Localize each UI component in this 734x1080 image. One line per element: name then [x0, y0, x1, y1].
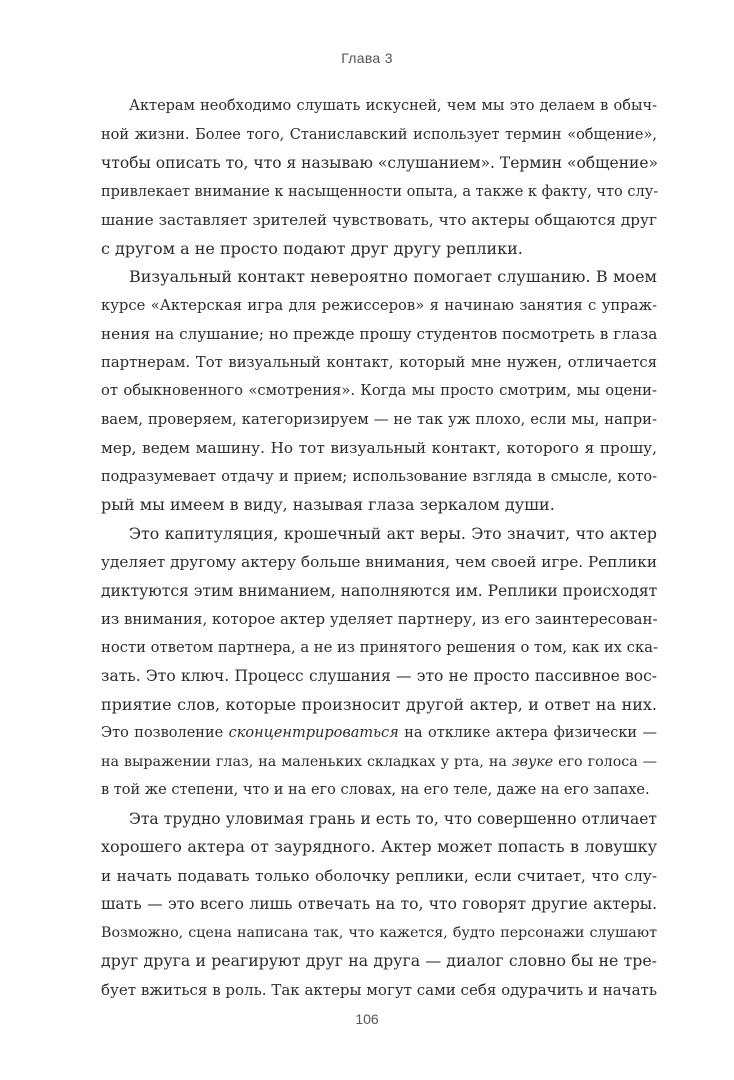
text-segment: Это позволение: [101, 725, 229, 741]
text-line: из внимания, которое актер уделяет партнеру, из его заинтересован-: [101, 610, 658, 628]
paragraph-3: [101, 520, 657, 805]
text-line: мер, ведем машину. Но тот визуальный контакт, которого я прошу,: [101, 439, 657, 457]
text-line: Визуальный контакт невероятно помогает слушанию. В моем: [129, 267, 657, 286]
text-line: чтобы описать то, что я называю «слушанием». Термин «общение»: [101, 154, 659, 172]
text-line: партнерам. Тот визуальный контакт, который мне нужен, отличается: [101, 353, 657, 371]
text-line: приятие слов, которые произносит другой актер, и ответ на них.: [101, 694, 657, 714]
text-line: Возможно, сцена написана так, что кажется, будто персонажи слушают: [101, 924, 657, 941]
body-text: [101, 92, 657, 1004]
text-line: нения на слушание; но прежде прошу студентов посмотреть в глаза: [101, 325, 658, 343]
text-line: от обыкновенного «смотрения». Когда мы просто смотрим, мы оцени-: [101, 382, 657, 399]
text-line: ной жизни. Более того, Станиславский использует термин «общение»,: [101, 126, 657, 143]
text-line: Актерам необходимо слушать искусней, чем мы это делаем в обыч-: [129, 98, 657, 114]
running-head-chapter: Глава 3: [341, 50, 393, 66]
text-line: друг друга и реагируют друг на друга — диалог словно бы не тре-: [101, 951, 657, 970]
text-line: подразумевает отдачу и прием; использование взгляда в смысле, кото-: [101, 468, 657, 485]
text-line: уделяет другому актеру больше внимания, чем своей игре. Реплики: [101, 553, 657, 571]
text-segment: на отклике актера физически —: [398, 725, 657, 741]
text-line: шать — это всего лишь отвечать на то, что говорят другие актеры.: [101, 895, 657, 913]
text-line: шание заставляет зрителей чувствовать, что актеры общаются друг: [101, 211, 657, 229]
text-line: бует вжиться в роль. Так актеры могут сами себя одурачить и начать: [101, 980, 657, 999]
paragraph-2: [101, 263, 657, 520]
text-line: в той же степени, что и на его словах, на его теле, даже на его запахе.: [101, 782, 650, 798]
text-segment: на выражении глаз, на маленьких складках у рта, на: [101, 753, 512, 770]
text-line: и начать подавать только оболочку реплики, если считает, что слу-: [101, 866, 657, 885]
paragraph-4: [101, 805, 657, 1005]
text-line: хорошего актера от заурядного. Актер может попасть в ловушку: [101, 837, 657, 856]
text-line: курсе «Актерская игра для режиссеров» я начинаю занятия с упраж-: [101, 296, 657, 314]
text-line: Эта трудно уловимая грань и есть то, что совершенно отличает: [129, 809, 657, 828]
text-line-with-emphasis: [101, 719, 657, 748]
emphasis-text: сконцентрироваться: [228, 725, 399, 741]
text-line-with-emphasis: [101, 748, 657, 777]
emphasis-text: звуке: [511, 753, 554, 770]
text-line: с другом а не просто подают друг другу реплики.: [101, 238, 523, 258]
text-line: диктуются этим вниманием, наполняются им. Реплики происходят: [101, 581, 658, 600]
text-line: рый мы имеем в виду, называя глаза зеркалом души.: [101, 495, 555, 514]
text-line: привлекает внимание к насыщенности опыта, а также к факту, что слу-: [101, 183, 659, 200]
text-line: ности ответом партнера, а не из принятого решения о том, как их ска-: [101, 638, 658, 656]
text-line: ваем, проверяем, категоризируем — не так уж плохо, если мы, напри-: [101, 410, 657, 428]
paragraph-1: [101, 92, 657, 263]
page-number: 106: [355, 1011, 379, 1027]
text-line: зать. Это ключ. Процесс слушания — это не просто пассивное вос-: [101, 667, 657, 685]
text-line: Это капитуляция, крошечный акт веры. Это значит, что актер: [129, 523, 657, 543]
text-segment: его голоса —: [553, 753, 657, 770]
